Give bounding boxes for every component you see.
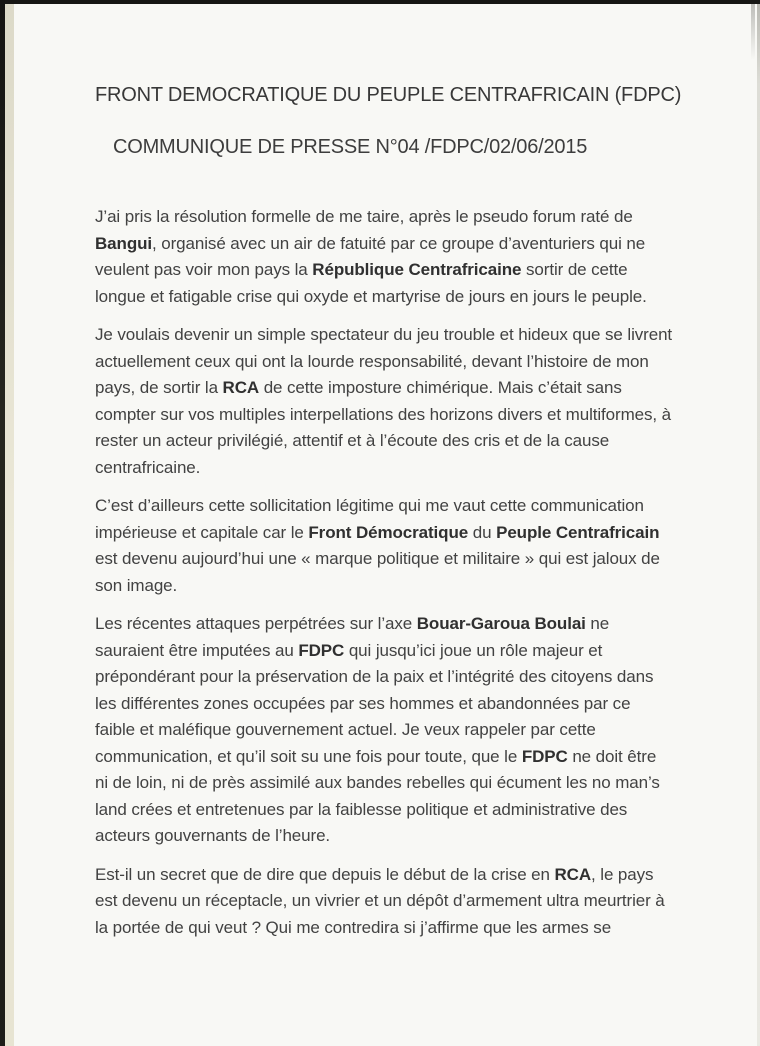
paragraph xyxy=(95,493,673,599)
scan-edge-top xyxy=(0,0,760,4)
scan-page-edge-sliver xyxy=(5,4,14,1046)
text-run: Est-il un secret que de dire que depuis le début de la crise en xyxy=(95,864,555,884)
text-run: Je voulais devenir un simple spectateur du jeu trouble et hideux que se livrent actuellement ceux qui ont la lourde responsabilité, devant l’histoire de mon pays, de sortir la xyxy=(95,325,673,397)
bold-text-run: RCA xyxy=(222,378,260,397)
text-run: J’ai pris la résolution formelle de me taire, après le pseudo forum raté de xyxy=(95,207,633,226)
scan-edge-smudge xyxy=(751,4,755,60)
text-run: sortir de cette longue et fatigable crise qui oxyde et martyrise de jours en jours le peuple. xyxy=(95,260,647,306)
bold-text-run: République Centrafricaine xyxy=(312,260,522,279)
text-run: est devenu aujourd’hui une « marque politique et militaire » qui est jaloux de son image. xyxy=(95,549,660,595)
paragraph xyxy=(95,611,673,850)
paragraph xyxy=(95,204,673,310)
bold-text-run: RCA xyxy=(554,864,592,884)
bold-text-run: FDPC xyxy=(298,640,345,660)
document-content xyxy=(95,84,682,953)
text-run: , organisé avec un air de fatuité par ce groupe d’aventuriers qui ne veulent pas voir mon pays la xyxy=(95,233,646,279)
paragraph xyxy=(95,322,673,481)
text-run: de cette imposture chimérique. Mais c’était sans compter sur vos multiples interpellations des horizons divers et multiformes, à rester un acteur privilégié, attentif et à l’écoute des cris et de la cause centrafricaine. xyxy=(95,378,672,477)
text-run: , le pays est devenu un réceptacle, un vivrier et un dépôt d’armement ultra meurtrier à la portée de qui veut ? Qui me contredira si j’affirme que les armes se xyxy=(95,864,665,937)
bold-text-run: Front Démocratique xyxy=(308,522,469,542)
paragraph xyxy=(95,862,673,942)
text-run: C’est d’ailleurs cette sollicitation légitime qui me vaut cette communication impérieuse et capitale car le xyxy=(95,496,644,542)
document-subtitle: COMMUNIQUE DE PRESSE N°04 /FDPC/02/06/2015 xyxy=(113,136,588,158)
document-title: FRONT DEMOCRATIQUE DU PEUPLE CENTRAFRICAIN (FDPC) xyxy=(95,84,682,106)
bold-text-run: FDPC xyxy=(521,746,568,766)
bold-text-run: Bouar-Garoua Boulai xyxy=(416,614,586,633)
document-body xyxy=(95,204,673,941)
text-run: qui jusqu’ici joue un rôle majeur et prépondérant pour la préservation de la paix et l’intégrité des citoyens dans les différentes zones occupées par ses hommes et abandonnées par ce faible et maléfique gouvernement actuel. Je veux rappeler par cette communication, et qu’il soit su une fois pour toute, que le xyxy=(95,640,654,766)
text-run: Les récentes attaques perpétrées sur l’axe xyxy=(95,614,417,633)
bold-text-run: Bangui xyxy=(95,233,153,253)
text-run: ne sauraient être imputées au xyxy=(95,614,610,660)
text-run: du xyxy=(468,522,497,542)
bold-text-run: Peuple Centrafricain xyxy=(496,522,660,542)
text-run: ne doit être ni de loin, ni de près assimilé aux bandes rebelles qui écument les no man’s land crées et entretenues par la faiblesse politique et administrative des acteurs gouvernants de l’heure. xyxy=(95,746,660,845)
